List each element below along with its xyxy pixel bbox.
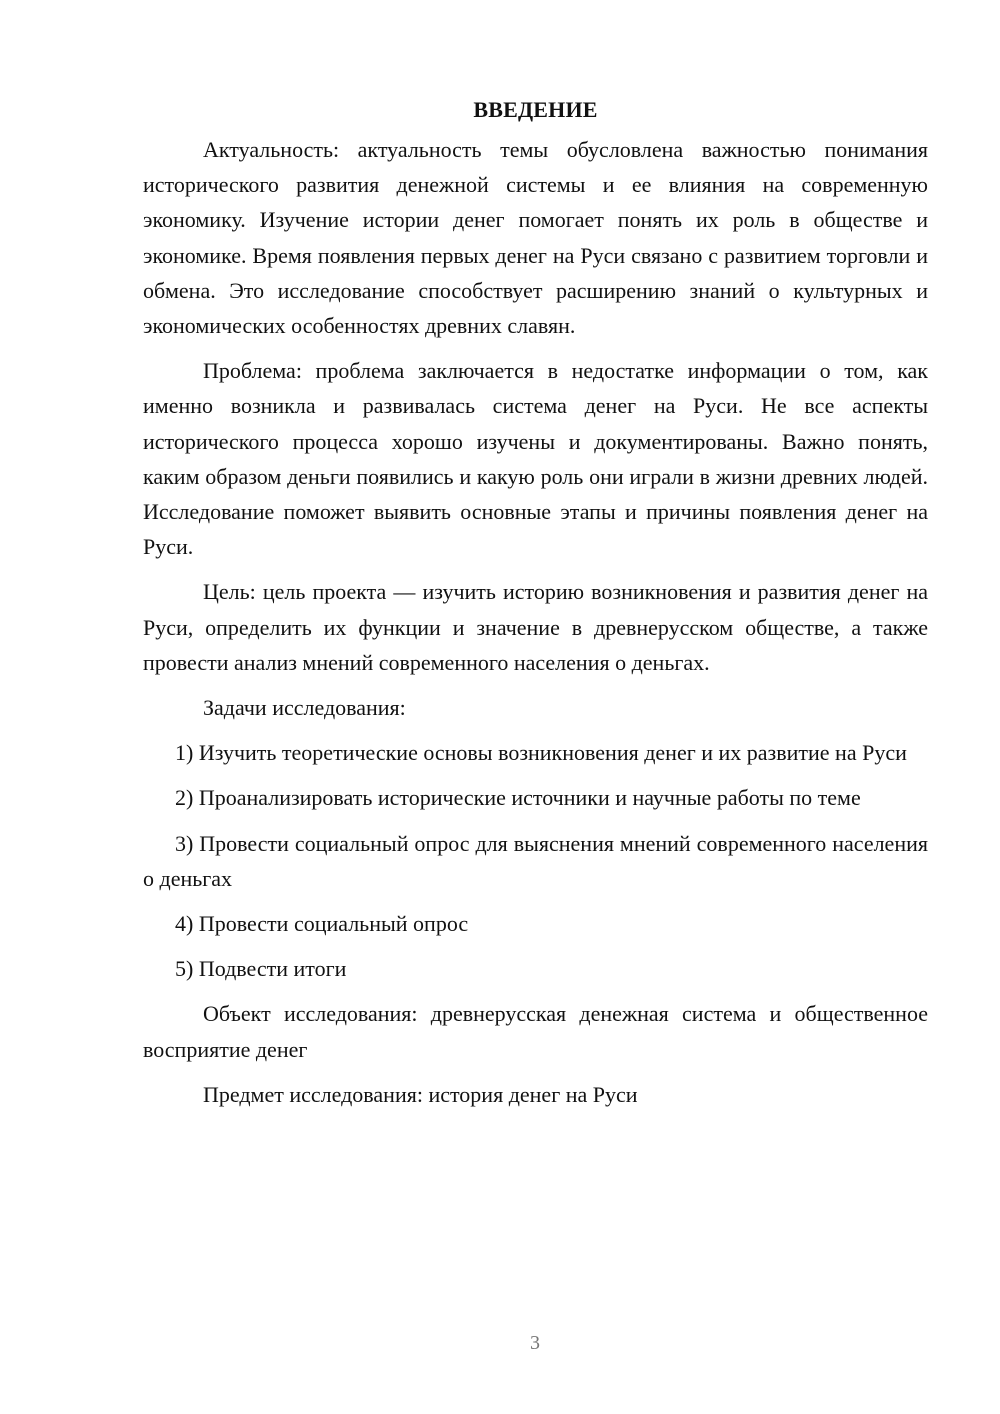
paragraph-relevance: Актуальность: актуальность темы обусловлена важностью понимания исторического развития денежной системы и ее влияния на современную экономику. Изучение истории денег помогает понять их роль в обществе и экономике. Время появления первых денег на Руси связано с развитием торговли и обмена. Это исследование способствует расширению знаний о культурных и экономических особенностях древних славян. <box>143 137 928 339</box>
section-title: ВВЕДЕНИЕ <box>473 97 598 122</box>
task-item-4: 4) Провести социальный опрос <box>175 911 469 937</box>
paragraph-subject: Предмет исследования: история денег на Руси <box>203 1081 638 1107</box>
task-item-2: 2) Проанализировать исторические источники и научные работы по теме <box>175 785 861 811</box>
task-item-3: 3) Провести социальный опрос для выяснения мнений современного населения о деньгах <box>143 830 928 891</box>
task-item-5: 5) Подвести итоги <box>175 956 347 982</box>
tasks-heading: Задачи исследования: <box>203 695 406 721</box>
paragraph-problem: Проблема: проблема заключается в недостатке информации о том, как именно возникла и развивалась система денег на Руси. Не все аспекты исторического процесса хорошо изучены и документированы. Важно понять, каким образом деньги появились и какую роль они играли в жизни древних людей. Исследование поможет выявить основные этапы и причины появления денег на Руси. <box>143 358 928 560</box>
task-list <box>143 735 928 986</box>
page-content <box>143 92 928 1122</box>
paragraph-goal: Цель: цель проекта — изучить историю возникновения и развития денег на Руси, определить их функции и значение в древнерусском обществе, а также провести анализ мнений современного населения о деньгах. <box>143 579 928 675</box>
paragraph-object: Объект исследования: древнерусская денежная система и общественное восприятие денег <box>143 1001 928 1062</box>
page-number: 3 <box>530 1332 540 1354</box>
task-item-1: 1) Изучить теоретические основы возникновения денег и их развитие на Руси <box>175 740 907 766</box>
